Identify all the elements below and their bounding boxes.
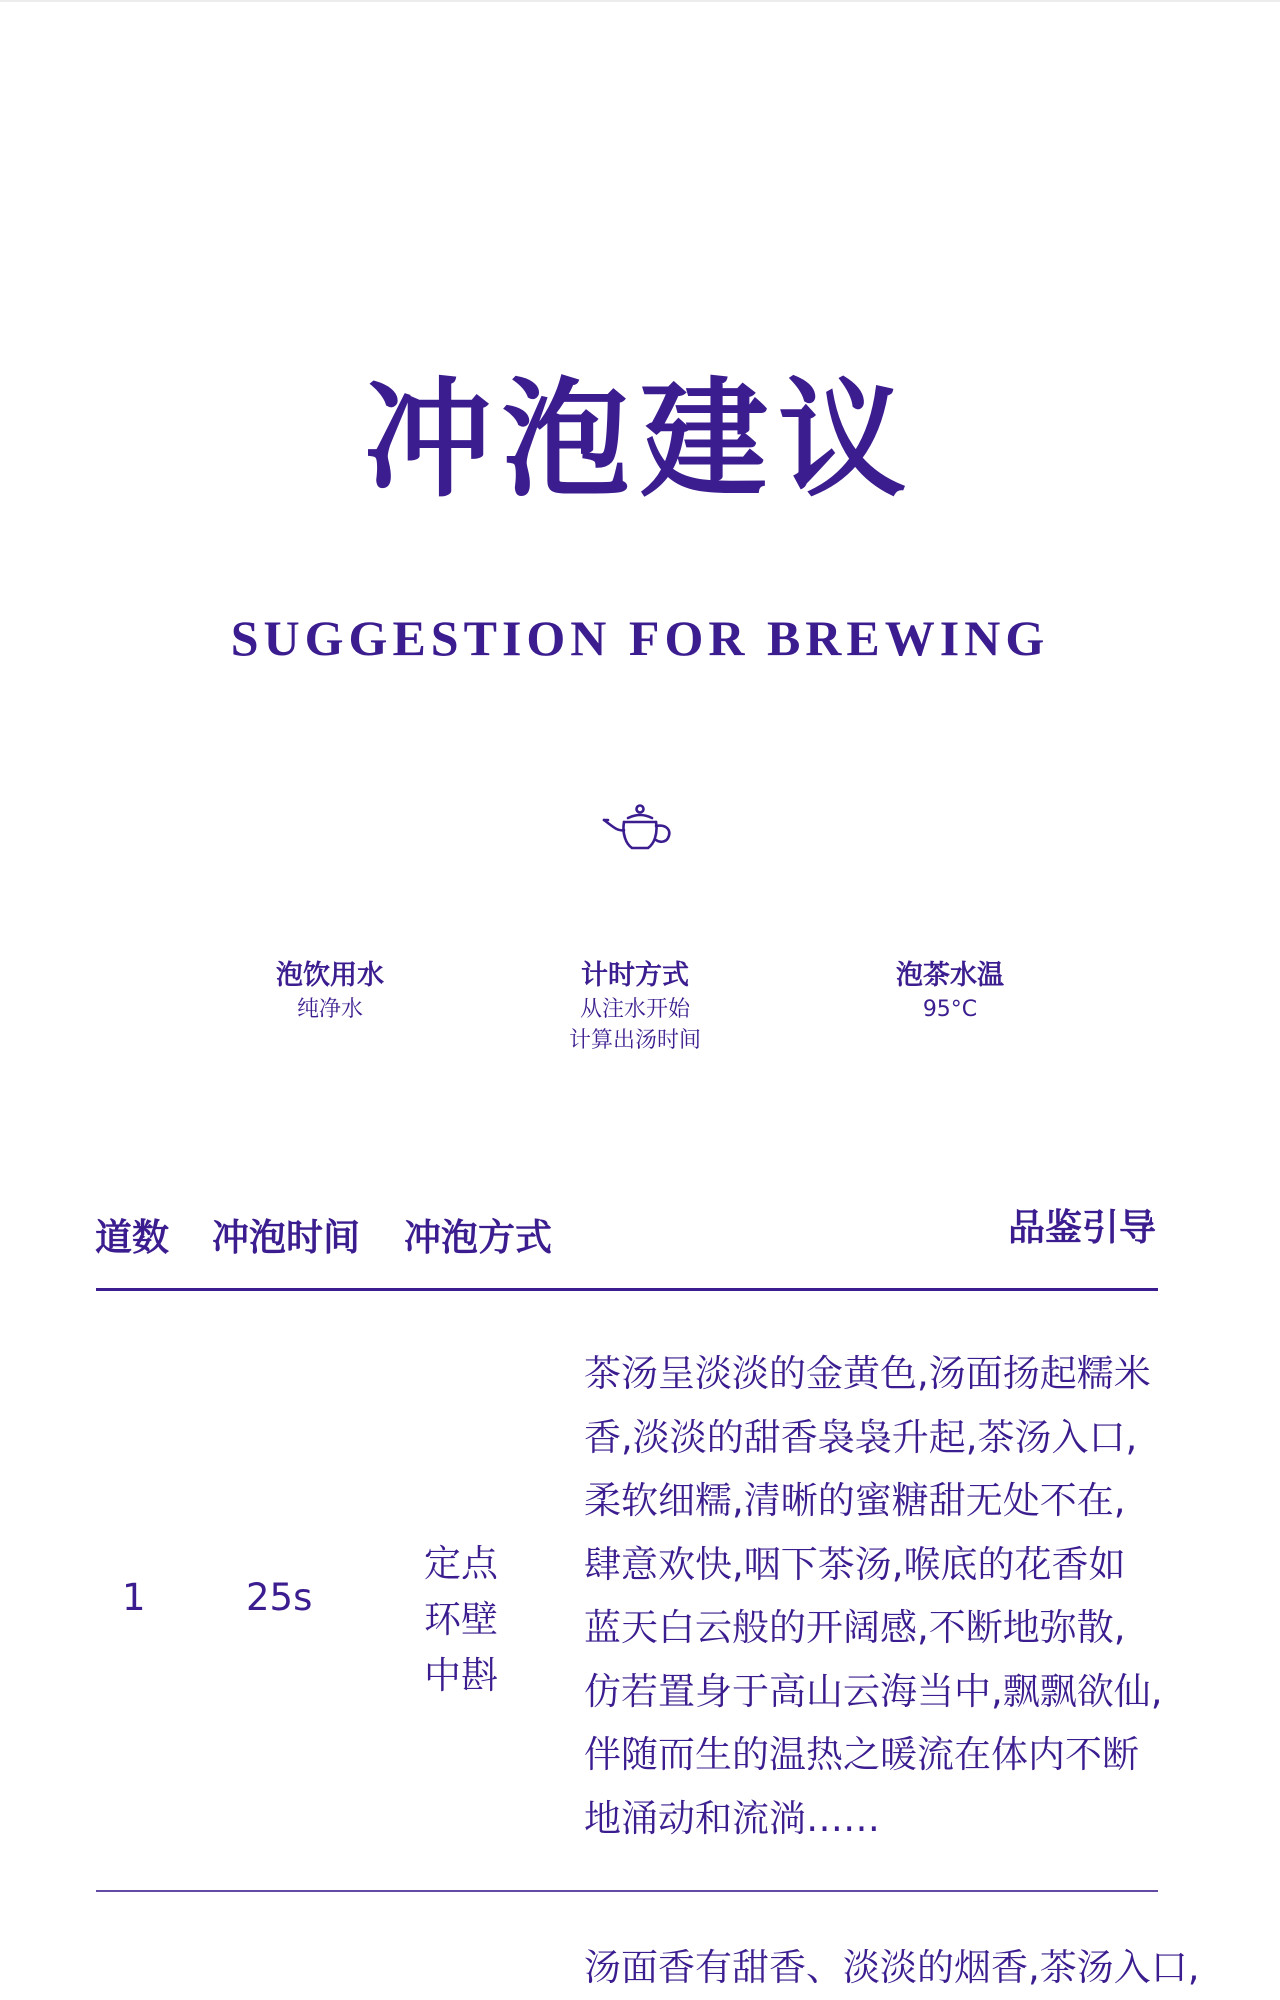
row1-round: 1 <box>122 1576 146 1619</box>
row-divider <box>96 1890 1158 1892</box>
row1-brew-time: 25s <box>246 1576 313 1619</box>
header-divider <box>96 1288 1158 1291</box>
info-water-label: 泡饮用水 <box>276 960 384 991</box>
header-brew-time: 冲泡时间 <box>212 1216 360 1259</box>
info-temperature-value: 95°C <box>922 997 978 1022</box>
row1-method-line: 定点 <box>424 1542 498 1585</box>
info-water <box>200 958 460 1025</box>
row1-tasting-guide <box>584 1342 1184 1850</box>
row1-brew-method <box>424 1536 498 1704</box>
header-brew-method: 冲泡方式 <box>404 1216 552 1259</box>
top-divider <box>0 0 1280 2</box>
info-temperature-label: 泡茶水温 <box>896 960 1004 991</box>
row1-guide-line: 茶汤呈淡淡的金黄色,汤面扬起糯米 <box>584 1352 1151 1395</box>
info-water-value: 纯净水 <box>296 997 363 1022</box>
page-title: 冲泡建议 <box>363 365 916 515</box>
info-timing <box>505 958 765 1056</box>
header-tasting-guide: 品鉴引导 <box>1008 1206 1156 1249</box>
header-round: 道数 <box>95 1216 169 1259</box>
info-timing-value-line2: 计算出汤时间 <box>568 1028 701 1053</box>
info-timing-label: 计时方式 <box>581 960 689 991</box>
row1-method-line: 中斟 <box>424 1654 498 1697</box>
row1-guide-line: 蓝天白云般的开阔感,不断地弥散, <box>584 1606 1126 1649</box>
teapot-icon <box>600 800 680 860</box>
row1-guide-line: 香,淡淡的甜香袅袅升起,茶汤入口, <box>584 1415 1138 1459</box>
row1-guide-line: 肆意欢快,咽下茶汤,喉底的花香如 <box>584 1542 1126 1586</box>
info-temperature <box>820 958 1080 1025</box>
row1-method-line: 环壁 <box>424 1598 498 1641</box>
row1-guide-line: 地涌动和流淌…… <box>584 1796 880 1840</box>
info-timing-value-line1: 从注水开始 <box>579 997 690 1022</box>
page-subtitle: SUGGESTION FOR BREWING <box>230 610 1050 666</box>
row1-guide-line: 仿若置身于高山云海当中,飘飘欲仙, <box>584 1669 1163 1713</box>
row1-guide-line: 柔软细糯,清晰的蜜糖甜无处不在, <box>584 1479 1126 1522</box>
row1-guide-line: 伴随而生的温热之暖流在体内不断 <box>584 1733 1139 1776</box>
row2-tasting-guide: 汤面香有甜香、淡淡的烟香,茶汤入口, <box>584 1946 1200 1989</box>
